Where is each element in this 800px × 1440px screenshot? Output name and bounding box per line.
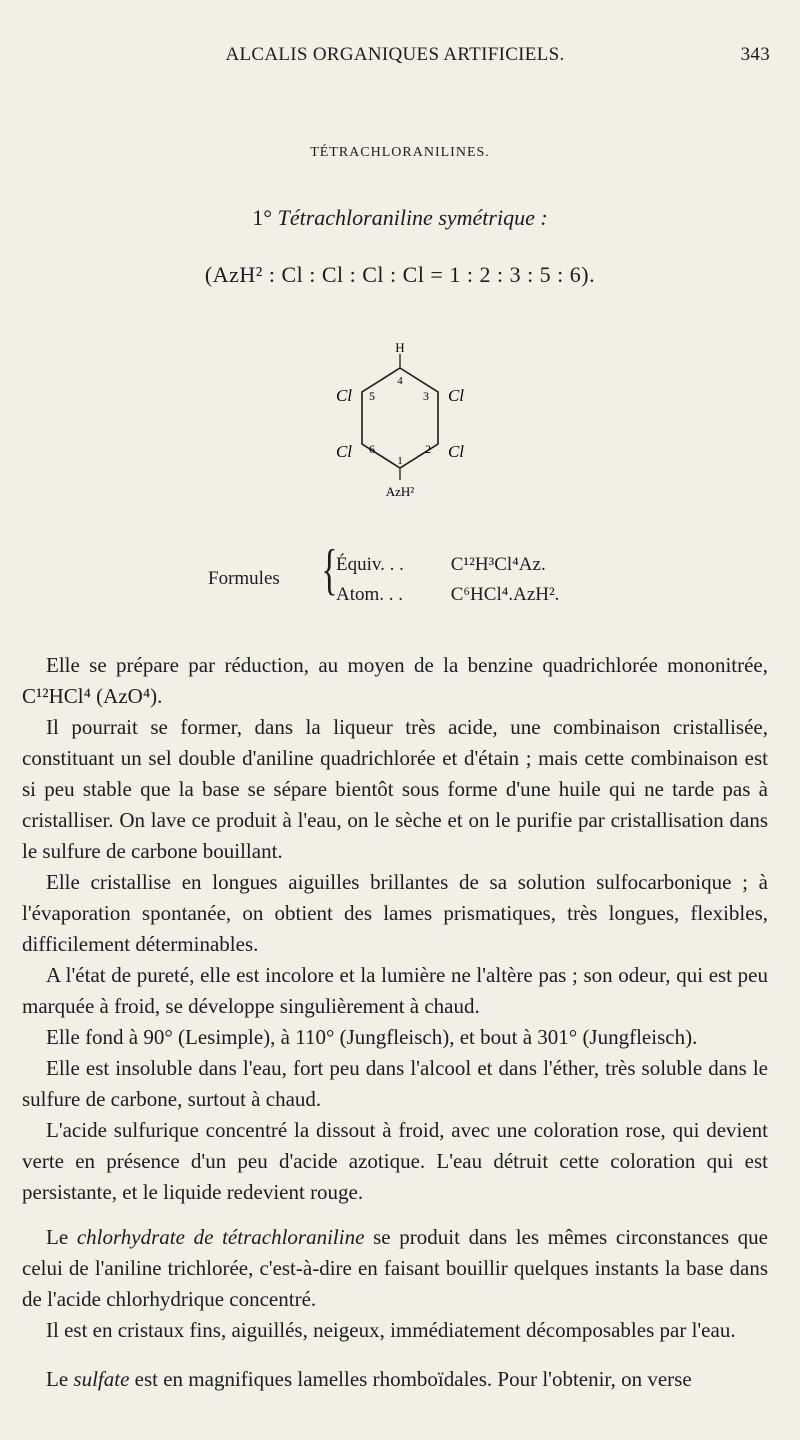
- formulas-brace: {: [321, 539, 338, 601]
- paragraph-text: Le: [46, 1225, 77, 1249]
- position-2: 2: [425, 442, 431, 456]
- running-title: ALCALIS ORGANIQUES ARTIFICIELS.: [225, 44, 565, 65]
- paragraph: [22, 867, 768, 960]
- atom-left-bottom: Cl: [335, 442, 353, 461]
- paragraph-text: Il pourrait se former, dans la liqueur très acide, une combinaison cristallisée, constituant un sel double d'aniline quadrichlorée et d'étain ; mais cette combinaison est si peu stable que la base se sépare bientôt sous forme d'une huile qui ne tarde pas à cristalliser. On lave ce produit à l'eau, on le sèche et on le purifie par cristallisation dans le sulfure de carbone bouillant.: [22, 715, 768, 863]
- running-header: [20, 44, 770, 74]
- benzene-structure-diagram: [300, 340, 500, 500]
- position-3: 3: [423, 389, 429, 403]
- paragraph: [22, 712, 768, 867]
- paragraph-text: A l'état de pureté, elle est incolore et la lumière ne l'altère pas ; son odeur, qui est peu marquée à froid, se développe singulièrement à chaud.: [22, 963, 768, 1018]
- position-formula: (AzH² : Cl : Cl : Cl : Cl = 1 : 2 : 3 : 5 : 6).: [204, 262, 596, 287]
- position-4: 4: [397, 375, 403, 387]
- paragraph-text: est en magnifiques lamelles rhomboïdales. Pour l'obtenir, on verse: [129, 1367, 692, 1391]
- paragraph: [22, 1022, 768, 1053]
- paragraph: [22, 960, 768, 1022]
- paragraph: [22, 1222, 768, 1315]
- formula-equiv-row: [336, 554, 546, 576]
- paragraph: [22, 1115, 768, 1208]
- subheading-text: Tétrachloraniline symétrique :: [277, 205, 548, 230]
- paragraph: [22, 1315, 768, 1346]
- paragraph-italic: chlorhydrate de tétrachloraniline: [76, 1225, 365, 1249]
- formula-atom-row: [336, 584, 559, 606]
- paragraph-text: se produit dans les mêmes circonstances que celui de l'aniline trichlorée, c'est-à-dire en faisant bouillir quelques instants la base dans de l'acide chlorhydrique concentré.: [22, 1225, 768, 1311]
- formulas-label: Formules: [208, 568, 280, 589]
- subheading: [0, 205, 800, 231]
- atom-right-bottom: Cl: [447, 442, 465, 461]
- equiv-label: Équiv. . .: [336, 554, 404, 575]
- position-6: 6: [369, 442, 375, 456]
- position-5: 5: [369, 389, 375, 403]
- paragraph-text: Elle est insoluble dans l'eau, fort peu dans l'alcool et dans l'éther, très soluble dans le sulfure de carbone, surtout à chaud.: [22, 1056, 768, 1111]
- equiv-value: C¹²H³Cl⁴Az.: [450, 554, 546, 575]
- paragraph: [22, 650, 768, 712]
- paragraph-text: Elle fond à 90° (Lesimple), à 110° (Jungfleisch), et bout à 301° (Jungfleisch).: [46, 1025, 698, 1049]
- subheading-number: 1°: [252, 205, 273, 230]
- paragraph-text: Le: [46, 1367, 74, 1391]
- body-text: [22, 650, 768, 1395]
- paragraph: [22, 1364, 768, 1395]
- page-number: 343: [740, 44, 770, 65]
- atom-right-top: Cl: [447, 386, 465, 405]
- paragraph-text: Il est en cristaux fins, aiguillés, neigeux, immédiatement décomposables par l'eau.: [46, 1318, 736, 1342]
- position-1: 1: [397, 455, 403, 467]
- atom-label: Atom. . .: [336, 584, 404, 605]
- paragraph: [22, 1053, 768, 1115]
- section-title: TÉTRACHLORANILINES.: [310, 145, 490, 160]
- atom-bottom: AzH²: [385, 484, 415, 499]
- atom-top: H: [395, 340, 405, 355]
- paragraph-text: L'acide sulfurique concentré la dissout à froid, avec une coloration rose, qui devient verte en présence d'un peu d'acide azotique. L'eau détruit cette coloration qui est persistante, et le liquide redevient rouge.: [22, 1118, 768, 1204]
- atom-left-top: Cl: [335, 386, 353, 405]
- atom-value: C⁶HCl⁴.AzH².: [450, 584, 560, 605]
- paragraph-italic: sulfate: [73, 1367, 130, 1391]
- paragraph-text: Elle cristallise en longues aiguilles brillantes de sa solution sulfocarbonique ; à l'évaporation spontanée, on obtient des lames prismatiques, très longues, flexibles, difficilement déterminables.: [22, 870, 768, 956]
- paragraph-text: Elle se prépare par réduction, au moyen de la benzine quadrichlorée mononitrée, C¹²HCl⁴ (AzO⁴).: [22, 653, 768, 708]
- formulas-block: [208, 539, 608, 614]
